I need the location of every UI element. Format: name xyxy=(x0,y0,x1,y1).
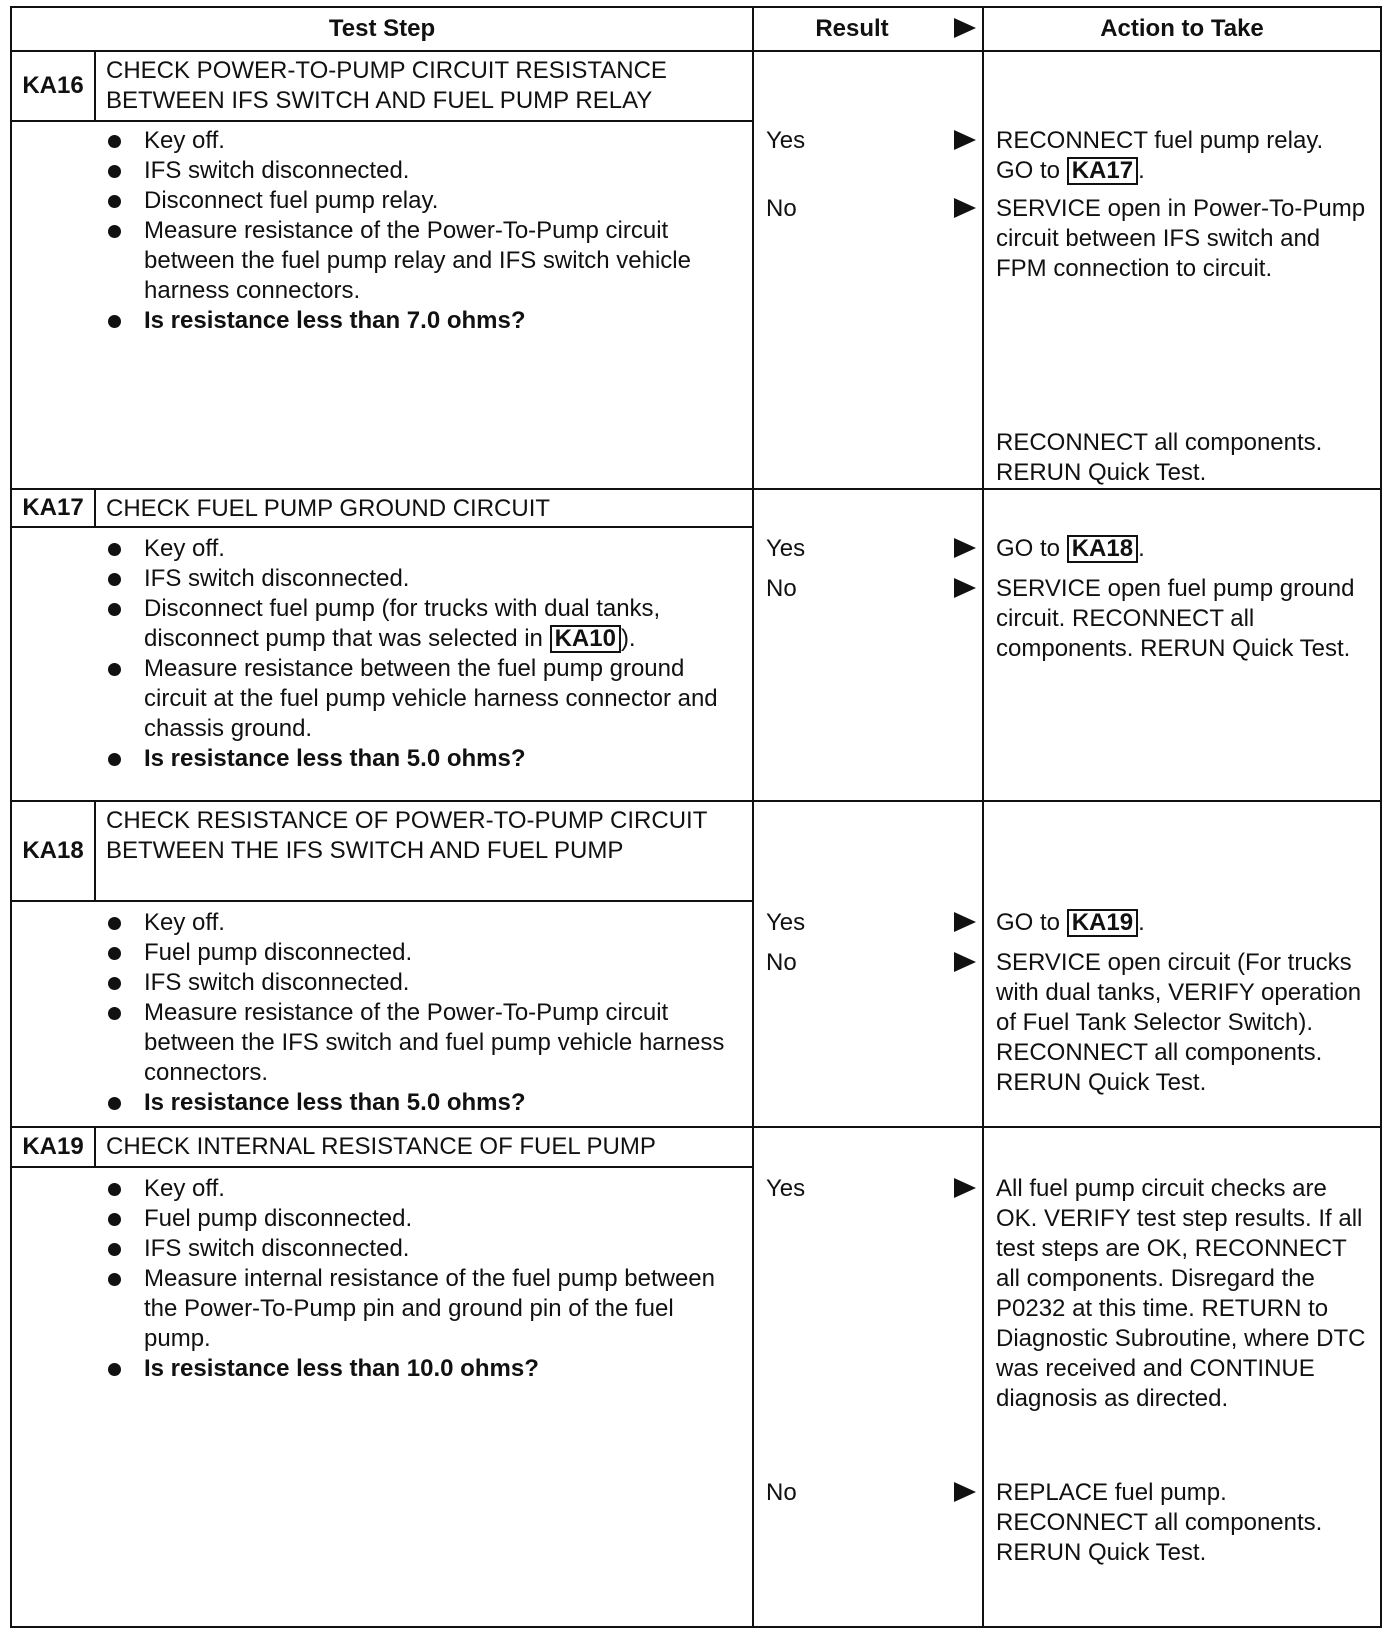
goto-prefix: GO to xyxy=(996,157,1061,184)
list-item xyxy=(96,594,736,654)
list-item: IFS switch disconnected. xyxy=(96,156,736,186)
list-item: Measure resistance of the Power-To-Pump circuit between the fuel pump relay and IFS switch vehicle harness connectors. xyxy=(96,216,736,306)
step-title: CHECK RESISTANCE OF POWER-TO-PUMP CIRCUIT BETWEEN THE IFS SWITCH AND FUEL PUMP xyxy=(96,802,752,902)
step-text: Disconnect fuel pump (for trucks with dual tanks, disconnect pump that was selected in xyxy=(144,595,661,652)
list-item: Key off. xyxy=(96,126,736,156)
step-list xyxy=(96,908,736,1118)
action-no-followup: RECONNECT all components. RERUN Quick Test. xyxy=(996,429,1323,486)
step-reference-link[interactable]: KA19 xyxy=(1067,909,1138,937)
arrow-right-icon xyxy=(954,578,976,598)
list-item: Key off. xyxy=(96,908,736,938)
step-id: KA17 xyxy=(12,490,96,528)
step-list xyxy=(96,1174,736,1384)
header-result: Result xyxy=(815,15,889,42)
action-no: SERVICE open fuel pump ground circuit. RECONNECT all components. RERUN Quick Test. xyxy=(996,575,1355,662)
action-yes: All fuel pump circuit checks are OK. VERIFY test step results. If all test steps are OK, RECONNECT all components. Disregard the P0232 at this time. RETURN to Diagnostic Subroutine, where DTC was received and CONTINUE diagnosis as directed. xyxy=(996,1175,1366,1412)
step-list xyxy=(96,126,736,336)
action-yes xyxy=(996,126,1374,186)
list-item: IFS switch disconnected. xyxy=(96,1234,736,1264)
list-item: Fuel pump disconnected. xyxy=(96,938,736,968)
header-arrow-icon xyxy=(954,18,976,38)
goto-prefix: GO to xyxy=(996,909,1061,936)
action-yes: GO to KA18 . xyxy=(996,535,1145,562)
list-item: Key off. xyxy=(96,1174,736,1204)
arrow-right-icon xyxy=(954,912,976,932)
result-yes: Yes xyxy=(766,535,806,562)
list-item: Measure internal resistance of the fuel pump between the Power-To-Pump pin and ground pin of the fuel pump. xyxy=(96,1264,736,1354)
list-item: Key off. xyxy=(96,534,736,564)
action-no: SERVICE open circuit (For trucks with dual tanks, VERIFY operation of Fuel Tank Selector Switch). RECONNECT all components. RERUN Quick Test. xyxy=(996,949,1362,1096)
arrow-right-icon xyxy=(954,1482,976,1502)
step-list xyxy=(96,534,736,774)
arrow-right-icon xyxy=(954,130,976,150)
step-question: Is resistance less than 7.0 ohms? xyxy=(96,306,736,336)
result-no: No xyxy=(766,949,797,976)
step-title: CHECK POWER-TO-PUMP CIRCUIT RESISTANCE BETWEEN IFS SWITCH AND FUEL PUMP RELAY xyxy=(96,52,752,122)
result-no: No xyxy=(766,575,797,602)
goto-prefix: GO to xyxy=(996,535,1061,562)
list-item: Measure resistance between the fuel pump ground circuit at the fuel pump vehicle harness connector and chassis ground. xyxy=(96,654,736,744)
result-no: No xyxy=(766,1479,797,1506)
action-goto: GO to KA17 . xyxy=(996,157,1145,184)
step-row-ka17 xyxy=(12,490,1380,800)
header-action: Action to Take xyxy=(1100,15,1264,42)
step-reference-link[interactable]: KA18 xyxy=(1067,535,1138,563)
step-title: CHECK INTERNAL RESISTANCE OF FUEL PUMP xyxy=(96,1128,752,1168)
step-row-ka19 xyxy=(12,1128,1380,1628)
result-no: No xyxy=(766,195,797,222)
list-item: Measure resistance of the Power-To-Pump circuit between the IFS switch and fuel pump vehicle harness connectors. xyxy=(96,998,736,1088)
header-test-step: Test Step xyxy=(328,15,436,42)
step-row-ka16 xyxy=(12,52,1380,488)
step-row-ka18 xyxy=(12,802,1380,1126)
result-yes: Yes xyxy=(766,909,806,936)
action-text: RECONNECT fuel pump relay. xyxy=(996,127,1324,154)
diagnostic-table xyxy=(10,6,1382,1628)
action-no: REPLACE fuel pump. RECONNECT all components. RERUN Quick Test. xyxy=(996,1479,1323,1566)
arrow-right-icon xyxy=(954,952,976,972)
step-id: KA19 xyxy=(12,1128,96,1168)
list-item: IFS switch disconnected. xyxy=(96,968,736,998)
step-reference-link[interactable]: KA10 xyxy=(550,625,621,653)
step-id: KA16 xyxy=(12,52,96,122)
arrow-right-icon xyxy=(954,538,976,558)
action-no: SERVICE open in Power-To-Pump circuit between IFS switch and FPM connection to circuit. xyxy=(996,195,1366,282)
step-question: Is resistance less than 5.0 ohms? xyxy=(96,744,736,774)
step-reference-link[interactable]: KA17 xyxy=(1067,157,1138,185)
step-text-end: ). xyxy=(620,625,636,652)
arrow-right-icon xyxy=(954,1178,976,1198)
result-yes: Yes xyxy=(766,1175,806,1202)
step-title: CHECK FUEL PUMP GROUND CIRCUIT xyxy=(96,490,752,528)
list-item: Disconnect fuel pump relay. xyxy=(96,186,736,216)
result-yes: Yes xyxy=(766,127,806,154)
arrow-right-icon xyxy=(954,198,976,218)
step-id: KA18 xyxy=(12,802,96,902)
list-item: IFS switch disconnected. xyxy=(96,564,736,594)
action-yes: GO to KA19 . xyxy=(996,909,1145,936)
step-question: Is resistance less than 10.0 ohms? xyxy=(96,1354,736,1384)
list-item: Fuel pump disconnected. xyxy=(96,1204,736,1234)
step-question: Is resistance less than 5.0 ohms? xyxy=(96,1088,736,1118)
